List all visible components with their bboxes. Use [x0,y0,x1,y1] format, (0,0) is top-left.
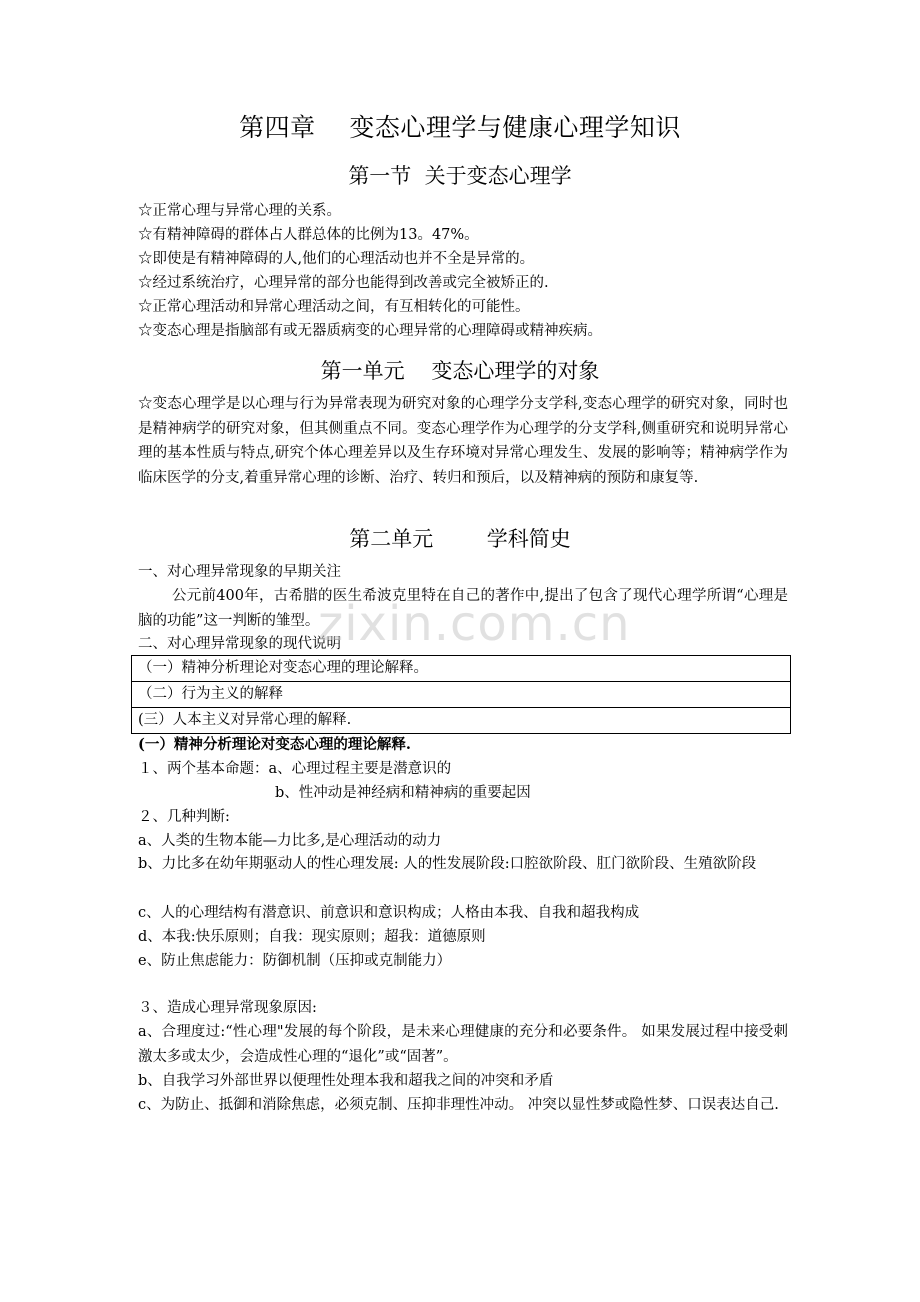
table-row: (三）人本主义对异常心理的解释. [138,712,352,728]
unit1-title: 第一单元 变态心理学的对象 [320,359,600,383]
propositions-a: １、两个基本命题：a、心理过程主要是潜意识的 [138,761,452,777]
judgment-d: d、本我:快乐原则；自我：现实原则；超我：道德原则 [138,929,486,945]
section-point: ☆变态心理是指脑部有或无器质病变的心理异常的心理障碍或精神疾病。 [138,323,602,339]
judgments-heading: ２、几种判断: [138,809,230,825]
causes-heading: ３、造成心理异常现象原因: [138,1000,317,1016]
judgment-c: c、人的心理结构有潜意识、前意识和意识构成；人格由本我、自我和超我构成 [138,905,640,921]
cause-c: c、为防止、抵御和消除焦虑，必须克制、压抑非理性冲动。 冲突以显性梦或隐性梦、口误表达自己. [138,1097,779,1113]
history-item2-heading: 二、对心理异常现象的现代说明 [138,636,341,652]
psychoanalysis-heading: (一）精神分析理论对变态心理的理论解释. [138,736,411,753]
propositions-b: b、性冲动是神经病和精神病的重要起因 [275,785,531,801]
table-row: （一）精神分析理论对变态心理的理论解释。 [132,656,790,682]
history-item1-heading: 一、对心理异常现象的早期关注 [138,564,341,580]
cause-a: a、合理度过:“性心理"发展的每个阶段，是未来心理健康的充分和必要条件。 如果发展过程中接受刺激太多或太少，会造成性心理的“退化”或“固著”。 [138,1024,788,1065]
judgment-a: a、人类的生物本能—力比多,是心理活动的动力 [138,833,442,849]
unit2-title: 第二单元 学科简史 [349,527,571,551]
watermark: zixin.com.cn [318,596,631,652]
section-point: ☆经过系统治疗，心理异常的部分也能得到改善或完全被矫正的. [138,275,549,291]
section-point: ☆正常心理活动和异常心理活动之间，有互相转化的可能性。 [138,299,530,315]
section-title: 第一节 关于变态心理学 [348,164,572,188]
table-row: （二）行为主义的解释 [132,682,790,708]
section-point: ☆有精神障碍的群体占人群总体的比例为13。47%。 [138,227,479,243]
judgment-e: e、防止焦虑能力：防御机制（压抑或克制能力） [138,953,452,969]
cause-b: b、自我学习外部世界以便理性处理本我和超我之间的冲突和矛盾 [138,1073,554,1089]
history-item1-paragraph: 公元前400年，古希腊的医生希波克里特在自己的著作中,提出了包含了现代心理学所谓“心理是脑的功能”这一判断的雏型。 [138,588,788,629]
judgment-b: b、力比多在幼年期驱动人的性心理发展: 人的性发展阶段:口腔欲阶段、肛门欲阶段、生殖欲阶段 [138,856,757,872]
chapter-title: 第四章 变态心理学与健康心理学知识 [239,113,681,142]
unit1-paragraph: ☆变态心理学是以心理与行为异常表现为研究对象的心理学分支学科,变态心理学的研究对象，同时也是精神病学的研究对象，但其侧重点不同。变态心理学作为心理学的分支学科,侧重研究和说明异常心理的基本性质与特点,研究个体心理差异以及生存环境对异常心理发生、发展的影响等；精神病学作为临床医学的分支,着重异常心理的诊断、治疗、转归和预后，以及精神病的预防和康复等. [138,396,788,486]
section-point: ☆即使是有精神障碍的人,他们的心理活动也并不全是异常的。 [138,251,535,267]
section-point: ☆正常心理与异常心理的关系。 [138,203,341,219]
theory-table [131,655,791,734]
